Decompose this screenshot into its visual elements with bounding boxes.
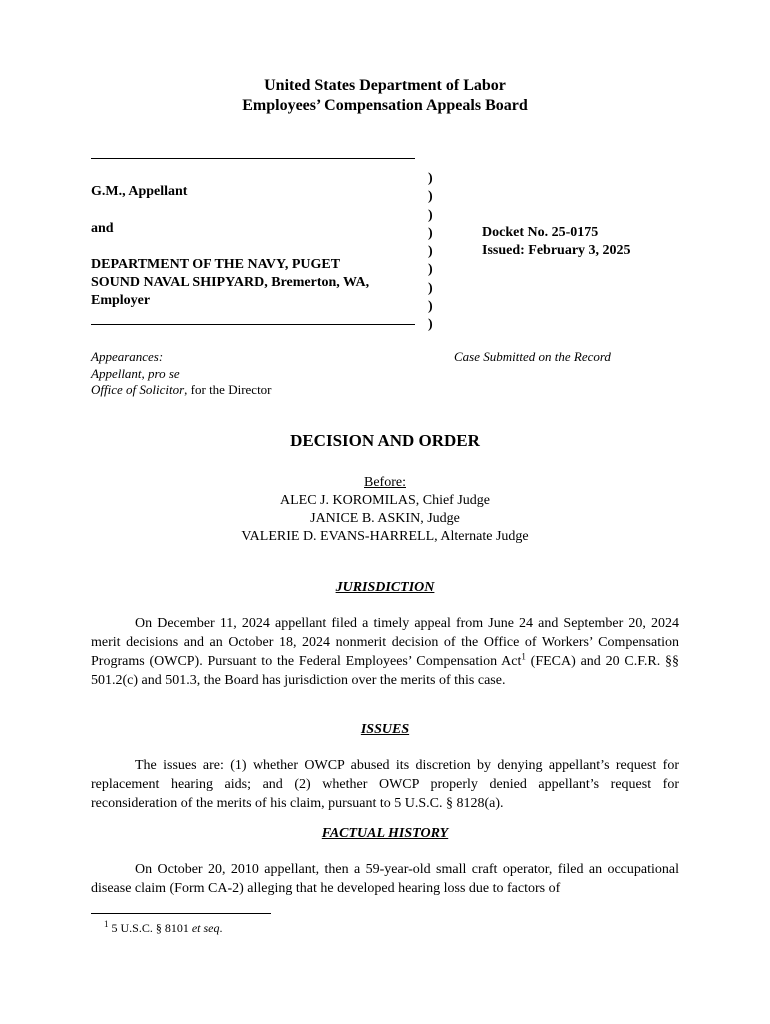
caption-and: and bbox=[91, 221, 114, 236]
issues-heading: ISSUES bbox=[360, 722, 410, 737]
caption-parentheses bbox=[428, 170, 440, 335]
jurisdiction-paragraph bbox=[91, 614, 679, 690]
case-submitted-note: Case Submitted on the Record bbox=[454, 349, 611, 364]
employer-line: Employer bbox=[91, 293, 151, 308]
appearances-heading: Appearances: bbox=[91, 349, 164, 364]
paren: ) bbox=[428, 317, 433, 333]
board-name: Employees’ Compensation Appeals Board bbox=[242, 97, 528, 114]
footnote-end: . bbox=[219, 921, 223, 935]
before-label: Before: bbox=[364, 475, 406, 490]
judge-name: JANICE B. ASKIN, Judge bbox=[310, 511, 460, 526]
issued-date: Issued: February 3, 2025 bbox=[482, 243, 631, 258]
agency-name: United States Department of Labor bbox=[264, 77, 506, 94]
employer-name bbox=[91, 256, 417, 310]
solicitor-office: Office of Solicitor bbox=[91, 382, 185, 397]
paren: ) bbox=[428, 280, 433, 296]
footnote-divider bbox=[91, 913, 271, 914]
factual-history-heading: FACTUAL HISTORY bbox=[321, 826, 449, 841]
judge-name: VALERIE D. EVANS-HARRELL, Alternate Judge bbox=[241, 529, 529, 544]
judges-panel bbox=[0, 474, 770, 546]
solicitor-role: , for the Director bbox=[184, 382, 272, 397]
jurisdiction-text: (FECA) and 20 C.F.R. §§ 501.2(c) and 501.3, the Board has jurisdiction over the merits of this case. bbox=[91, 654, 680, 688]
paren: ) bbox=[428, 207, 433, 223]
footnote-ref[interactable]: 1 bbox=[521, 651, 526, 662]
appellant-appearance: Appellant, pro se bbox=[91, 365, 180, 381]
issues-paragraph bbox=[91, 756, 679, 813]
footnote bbox=[104, 921, 223, 936]
issues-text: The issues are: (1) whether OWCP abused its discretion by denying appellant’s request for replacement hearing aids; and (2) whether OWCP properly denied appellant’s request for reconsideration of the merits of his claim, pursuant to 5 U.S.C. § 8128(a). bbox=[91, 758, 679, 811]
footnote-mark: 1 bbox=[104, 919, 109, 929]
paren: ) bbox=[428, 225, 433, 241]
employer-line: DEPARTMENT OF THE NAVY, PUGET bbox=[91, 257, 341, 272]
caption-top-rule bbox=[91, 158, 415, 159]
employer-line: SOUND NAVAL SHIPYARD, Bremerton, WA, bbox=[91, 275, 370, 290]
jurisdiction-heading: JURISDICTION bbox=[335, 580, 435, 595]
caption-bottom-rule bbox=[91, 324, 415, 325]
paren: ) bbox=[428, 189, 433, 205]
appearances-block bbox=[91, 349, 272, 399]
appellant-name: G.M., Appellant bbox=[91, 184, 188, 199]
agency-header bbox=[0, 76, 770, 116]
footnote-italic: et seq bbox=[191, 921, 220, 935]
paren: ) bbox=[428, 171, 433, 186]
jurisdiction-text: On December 11, 2024 appellant filed a timely appeal from June 24 and September 20, 2024 merit decisions and an October 18, 2024 nonmerit decision of the Office of Workers’ Compensation Programs (OWCP). Pursuant to the Federal Employees’ Compensation Act bbox=[91, 616, 679, 669]
case-caption bbox=[91, 158, 417, 325]
docket-info bbox=[482, 224, 631, 260]
docket-number: Docket No. 25-0175 bbox=[482, 225, 599, 240]
paren: ) bbox=[428, 299, 433, 315]
decision-title: DECISION AND ORDER bbox=[290, 431, 480, 450]
judge-name: ALEC J. KOROMILAS, Chief Judge bbox=[280, 493, 490, 508]
paren: ) bbox=[428, 244, 433, 260]
solicitor-appearance bbox=[91, 382, 272, 399]
factual-history-paragraph bbox=[91, 860, 679, 898]
factual-history-text: On October 20, 2010 appellant, then a 59-year-old small craft operator, filed an occupational disease claim (Form CA-2) alleging that he developed hearing loss due to factors of bbox=[91, 862, 679, 896]
footnote-text: 5 U.S.C. § 8101 bbox=[108, 921, 192, 935]
paren: ) bbox=[428, 262, 433, 278]
